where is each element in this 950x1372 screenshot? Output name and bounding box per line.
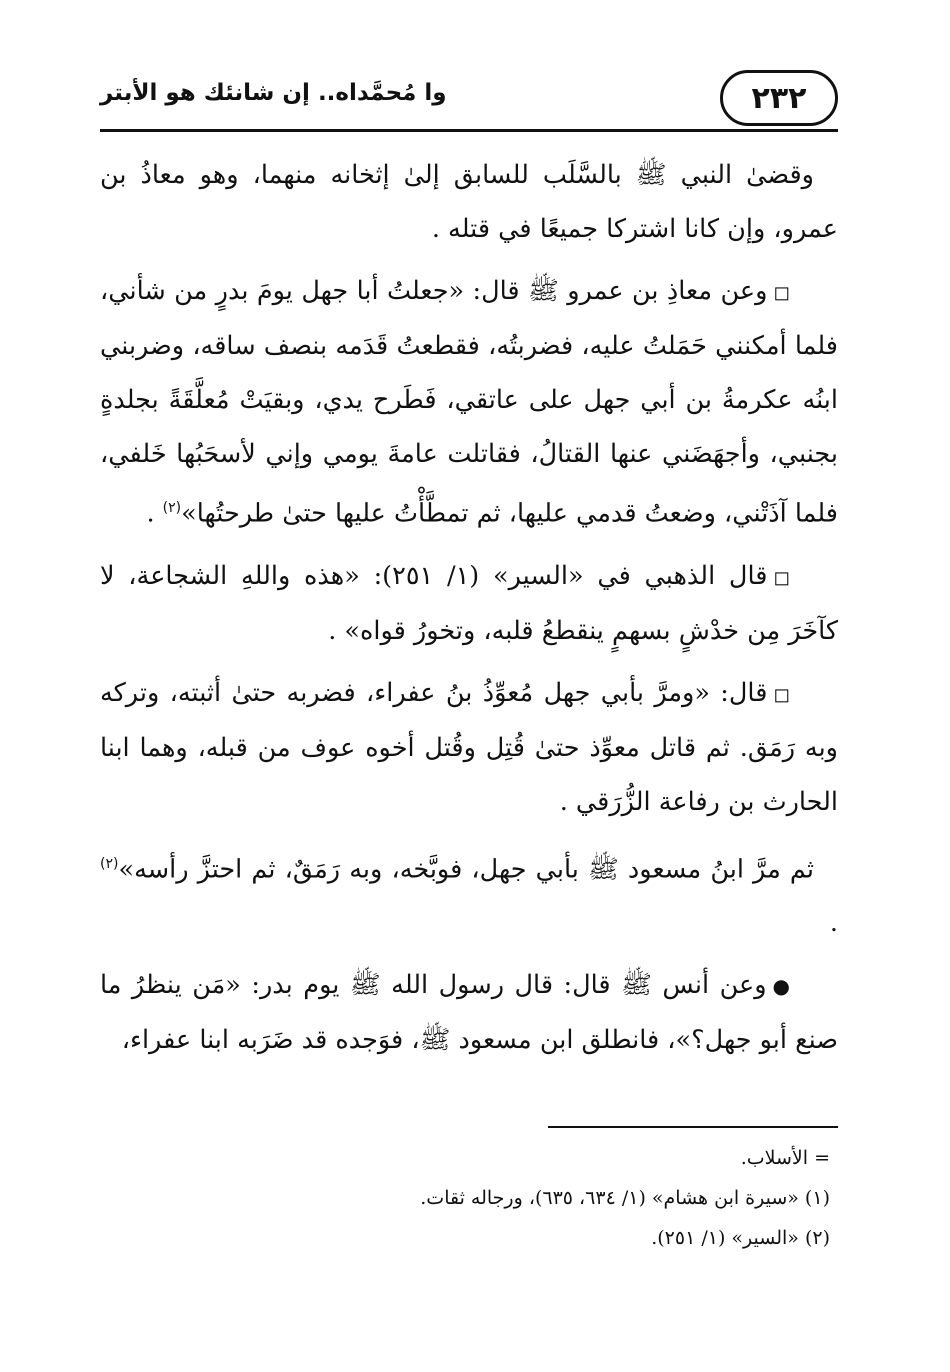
square-bullet-icon: ◻	[773, 564, 791, 589]
paragraph-tail: .	[146, 498, 163, 529]
footnote-continuation: = الأسلاب.	[740, 1147, 830, 1169]
paragraph-3	[100, 549, 838, 658]
footnote-ref[interactable]: (٢)	[100, 855, 119, 872]
paragraph-2	[100, 264, 838, 541]
paragraph-text: ثم مرَّ ابنُ مسعود ﷺ بأبي جهل، فوبَّخه، وبه رَمَقٌ، ثم احتزَّ رأسه»	[118, 854, 814, 884]
paragraph-1	[100, 148, 838, 256]
paragraph-text: قال: «ومرَّ بأبي جهل مُعوِّذُ بنُ عفراء، فضربه حتىٰ أثبته، وتركه وبه رَمَق. ثم قاتل معوِّذ حتىٰ قُتِل وقُتل أخوه عوف من قبله، وهما ابنا الحارث بن رفاعة الزُّرَقي .	[100, 677, 838, 817]
footnote-ref[interactable]: (٢)	[162, 500, 182, 516]
paragraph-6	[100, 958, 838, 1067]
page-header	[100, 66, 838, 136]
footnote-separator	[548, 1126, 838, 1128]
footnotes	[100, 1138, 830, 1258]
square-bullet-icon: ◻	[773, 280, 790, 304]
paragraph-text: قال الذهبي في «السير» (١/ ٢٥١): «هذه واللهِ الشجاعة، لا كآخَرَ مِن خدْشٍ بسهمٍ ينقطعُ قلبه، وتخورُ قواه» .	[100, 560, 838, 646]
paragraph-text: وعن أنس ﷺ قال: قال رسول الله ﷺ يوم بدر: «مَن ينظرُ ما صنع أبو جهل؟»، فانطلق ابن مسعود ﷺ، فوَجده قد ضَرَبه ابنا عفراء،	[100, 970, 838, 1055]
footnote-1: (١) «سيرة ابن هشام» (١/ ٦٣٤، ٦٣٥)، ورجاله ثقات.	[420, 1187, 830, 1209]
running-title: وا مُحمَّداه.. إن شانئك هو الأبتر	[100, 80, 447, 106]
paragraph-text: وعن معاذِ بن عمرو ﷺ قال: «جعلتُ أبا جهل يومَ بدرٍ من شأني، فلما أمكنني حَمَلتُ عليه، فضربتُه، فقطعتُ قَدَمه بنصف ساقه، وضربني ابنُه عكرمةُ بن أبي جهل على عاتقي، فَطَرح يدي، وبقيَتْ مُعلَّقَةً بجلدةٍ بجنبي، وأجهَضَني عنها القتالُ، فقاتلت عامةَ يومي وإني لأسحَبُها خَلفي، فلما آذَتْني، وضعتُ قدمي عليها، ثم تمطَّأْتُ عليها حتىٰ طرحتُها»	[100, 276, 838, 529]
square-bullet-icon: ◻	[773, 681, 790, 706]
paragraph-4	[100, 666, 838, 829]
page-number: ٢٣٢	[720, 70, 838, 126]
main-text	[100, 148, 838, 1075]
round-bullet-icon: ●	[772, 974, 790, 998]
paragraph-text: وقضىٰ النبي ﷺ بالسَّلَب للسابق إلىٰ إثخانه منهما، وهو معاذُ بن عمرو، وإن كانا اشتركا جميعًا في قتله .	[100, 160, 838, 244]
header-rule	[100, 129, 838, 132]
paragraph-5	[100, 837, 838, 951]
paragraph-tail: .	[829, 908, 838, 938]
footnote-2: (٢) «السير» (١/ ٢٥١).	[651, 1227, 830, 1249]
